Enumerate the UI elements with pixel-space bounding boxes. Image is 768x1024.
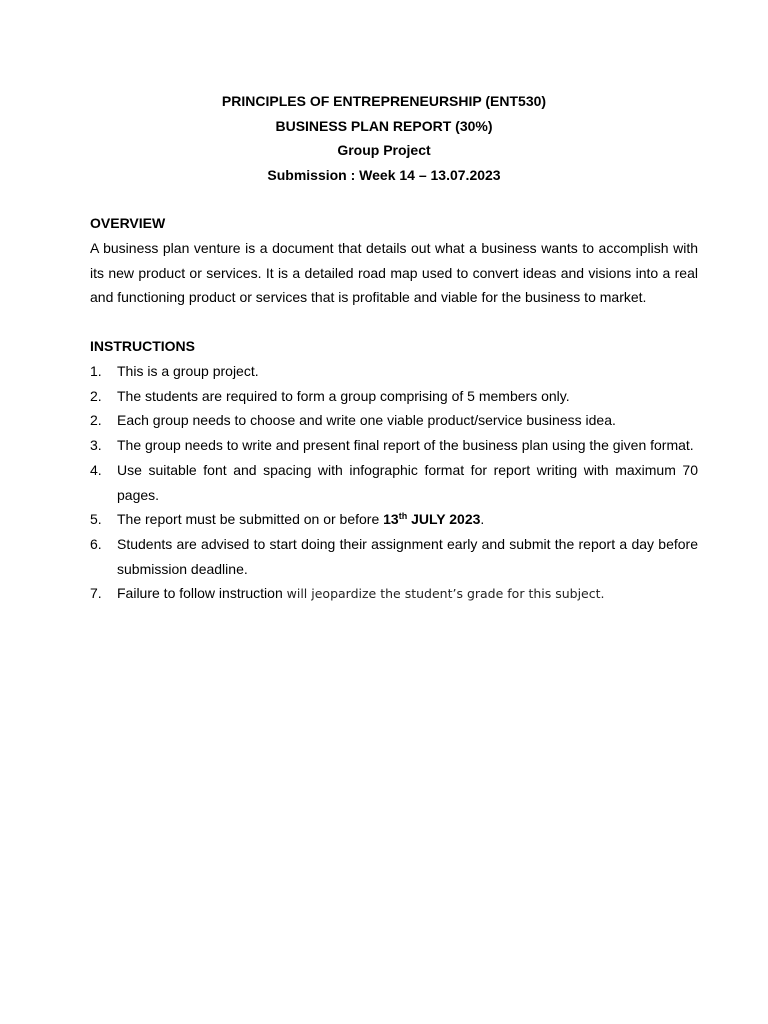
deadline-date [383, 511, 480, 527]
instruction-item [90, 359, 698, 384]
project-type: Group Project [337, 142, 431, 158]
instruction-text: The students are required to form a group comprising of 5 members only. [117, 387, 570, 404]
instruction-number: 2. [90, 412, 102, 429]
instruction-number: 6. [90, 535, 102, 552]
instruction-text: Failure to follow instruction [117, 585, 287, 602]
instruction-text: Each group needs to choose and write one viable product/service business idea. [117, 412, 616, 429]
instruction-number: 5. [90, 511, 102, 528]
instruction-item [90, 532, 698, 581]
instruction-item [90, 433, 698, 458]
instruction-text-alt-font: will jeopardize the student’s grade for this subject. [286, 586, 605, 602]
instruction-number: 3. [90, 437, 102, 454]
instruction-text: Students are advised to start doing their assignment early and submit the report a day before submission deadline. [117, 535, 698, 577]
overview-heading: OVERVIEW [90, 215, 166, 231]
deadline-day: 13 [383, 511, 399, 528]
instruction-text: Use suitable font and spacing with infographic format for report writing with maximum 70 pages. [117, 461, 698, 503]
course-title: PRINCIPLES OF ENTREPRENEURSHIP (ENT530) [221, 93, 547, 109]
instruction-number: 7. [90, 585, 102, 602]
instruction-number: 2. [90, 387, 102, 404]
instruction-item [90, 458, 698, 507]
instructions-heading: INSTRUCTIONS [90, 338, 195, 354]
instruction-item [90, 384, 698, 409]
deadline-day-suffix: th [398, 511, 408, 522]
instructions-list [90, 359, 698, 607]
submission-line: Submission : Week 14 – 13.07.2023 [267, 167, 501, 183]
instruction-number: 1. [90, 363, 102, 379]
instruction-text-end: . [480, 511, 485, 528]
instruction-text: The group needs to write and present final report of the business plan using the given format. [117, 437, 694, 454]
instruction-item [90, 581, 698, 607]
instruction-text: The report must be submitted on or before [117, 511, 384, 528]
report-title: BUSINESS PLAN REPORT (30%) [275, 118, 493, 134]
deadline-month-year: JULY 2023 [407, 511, 481, 528]
instruction-number: 4. [90, 461, 102, 478]
instruction-item [90, 507, 698, 532]
instruction-item [90, 408, 698, 433]
overview-paragraph: A business plan venture is a document that details out what a business wants to accomplish with its new product or services. It is a detailed road map used to convert ideas and visions into a real and functioning product or services that is profitable and viable for the business to market. [90, 240, 698, 306]
instruction-text: This is a group project. [117, 363, 259, 379]
